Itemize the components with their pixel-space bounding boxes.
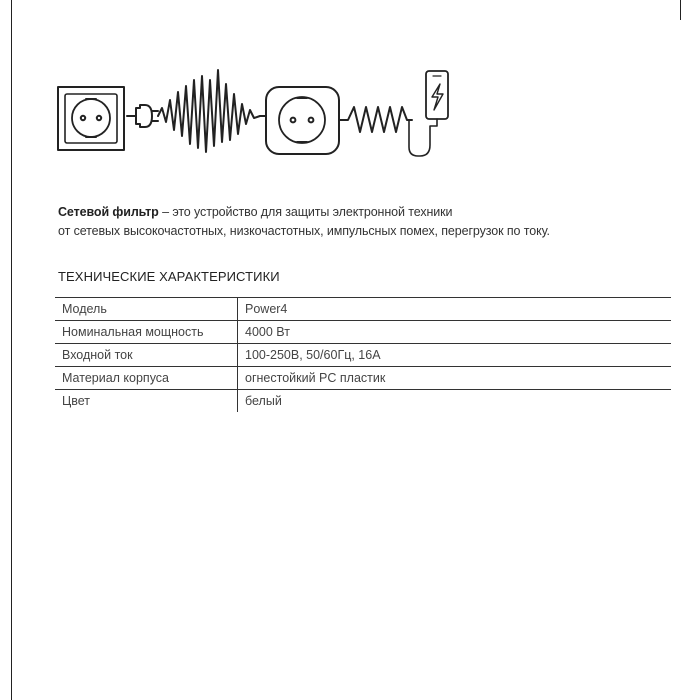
spec-value: белый <box>245 394 282 408</box>
plug-icon <box>127 105 158 127</box>
left-margin-rule <box>11 0 12 700</box>
intro-term: Сетевой фильтр <box>58 205 159 219</box>
table-row <box>55 344 671 367</box>
wall-socket-icon <box>58 87 124 150</box>
phone-charging-icon <box>409 71 448 156</box>
intro-text-line1: – это устройство для защиты электронной техники <box>158 205 453 219</box>
intro-line-1 <box>58 203 658 222</box>
spec-value: 4000 Вт <box>238 321 672 344</box>
spec-name: Цвет <box>55 390 238 413</box>
spec-value: огнестойкий PC пластик <box>238 367 672 390</box>
clean-wave-icon <box>339 107 412 132</box>
table-row <box>55 321 671 344</box>
spec-name: Входной ток <box>55 344 238 367</box>
spec-name: Модель <box>55 298 238 321</box>
spec-value: Power4 <box>238 298 672 321</box>
spec-name: Материал корпуса <box>55 367 238 390</box>
specs-title: ТЕХНИЧЕСКИЕ ХАРАКТЕРИСТИКИ <box>58 269 280 284</box>
spec-value: 100-250В, 50/60Гц, 16А <box>238 344 672 367</box>
intro-paragraph <box>58 203 658 241</box>
specs-table <box>55 297 671 412</box>
noise-wave-icon <box>158 70 266 152</box>
spec-name: Номинальная мощность <box>55 321 238 344</box>
table-row <box>55 367 671 390</box>
surge-protection-illustration <box>50 60 470 170</box>
table-row <box>55 298 671 321</box>
right-margin-rule <box>680 0 681 20</box>
surge-filter-socket-icon <box>266 87 339 154</box>
table-row <box>55 390 671 413</box>
intro-line-2: от сетевых высокочастотных, низкочастотных, импульсных помех, перегрузок по току. <box>58 224 550 238</box>
